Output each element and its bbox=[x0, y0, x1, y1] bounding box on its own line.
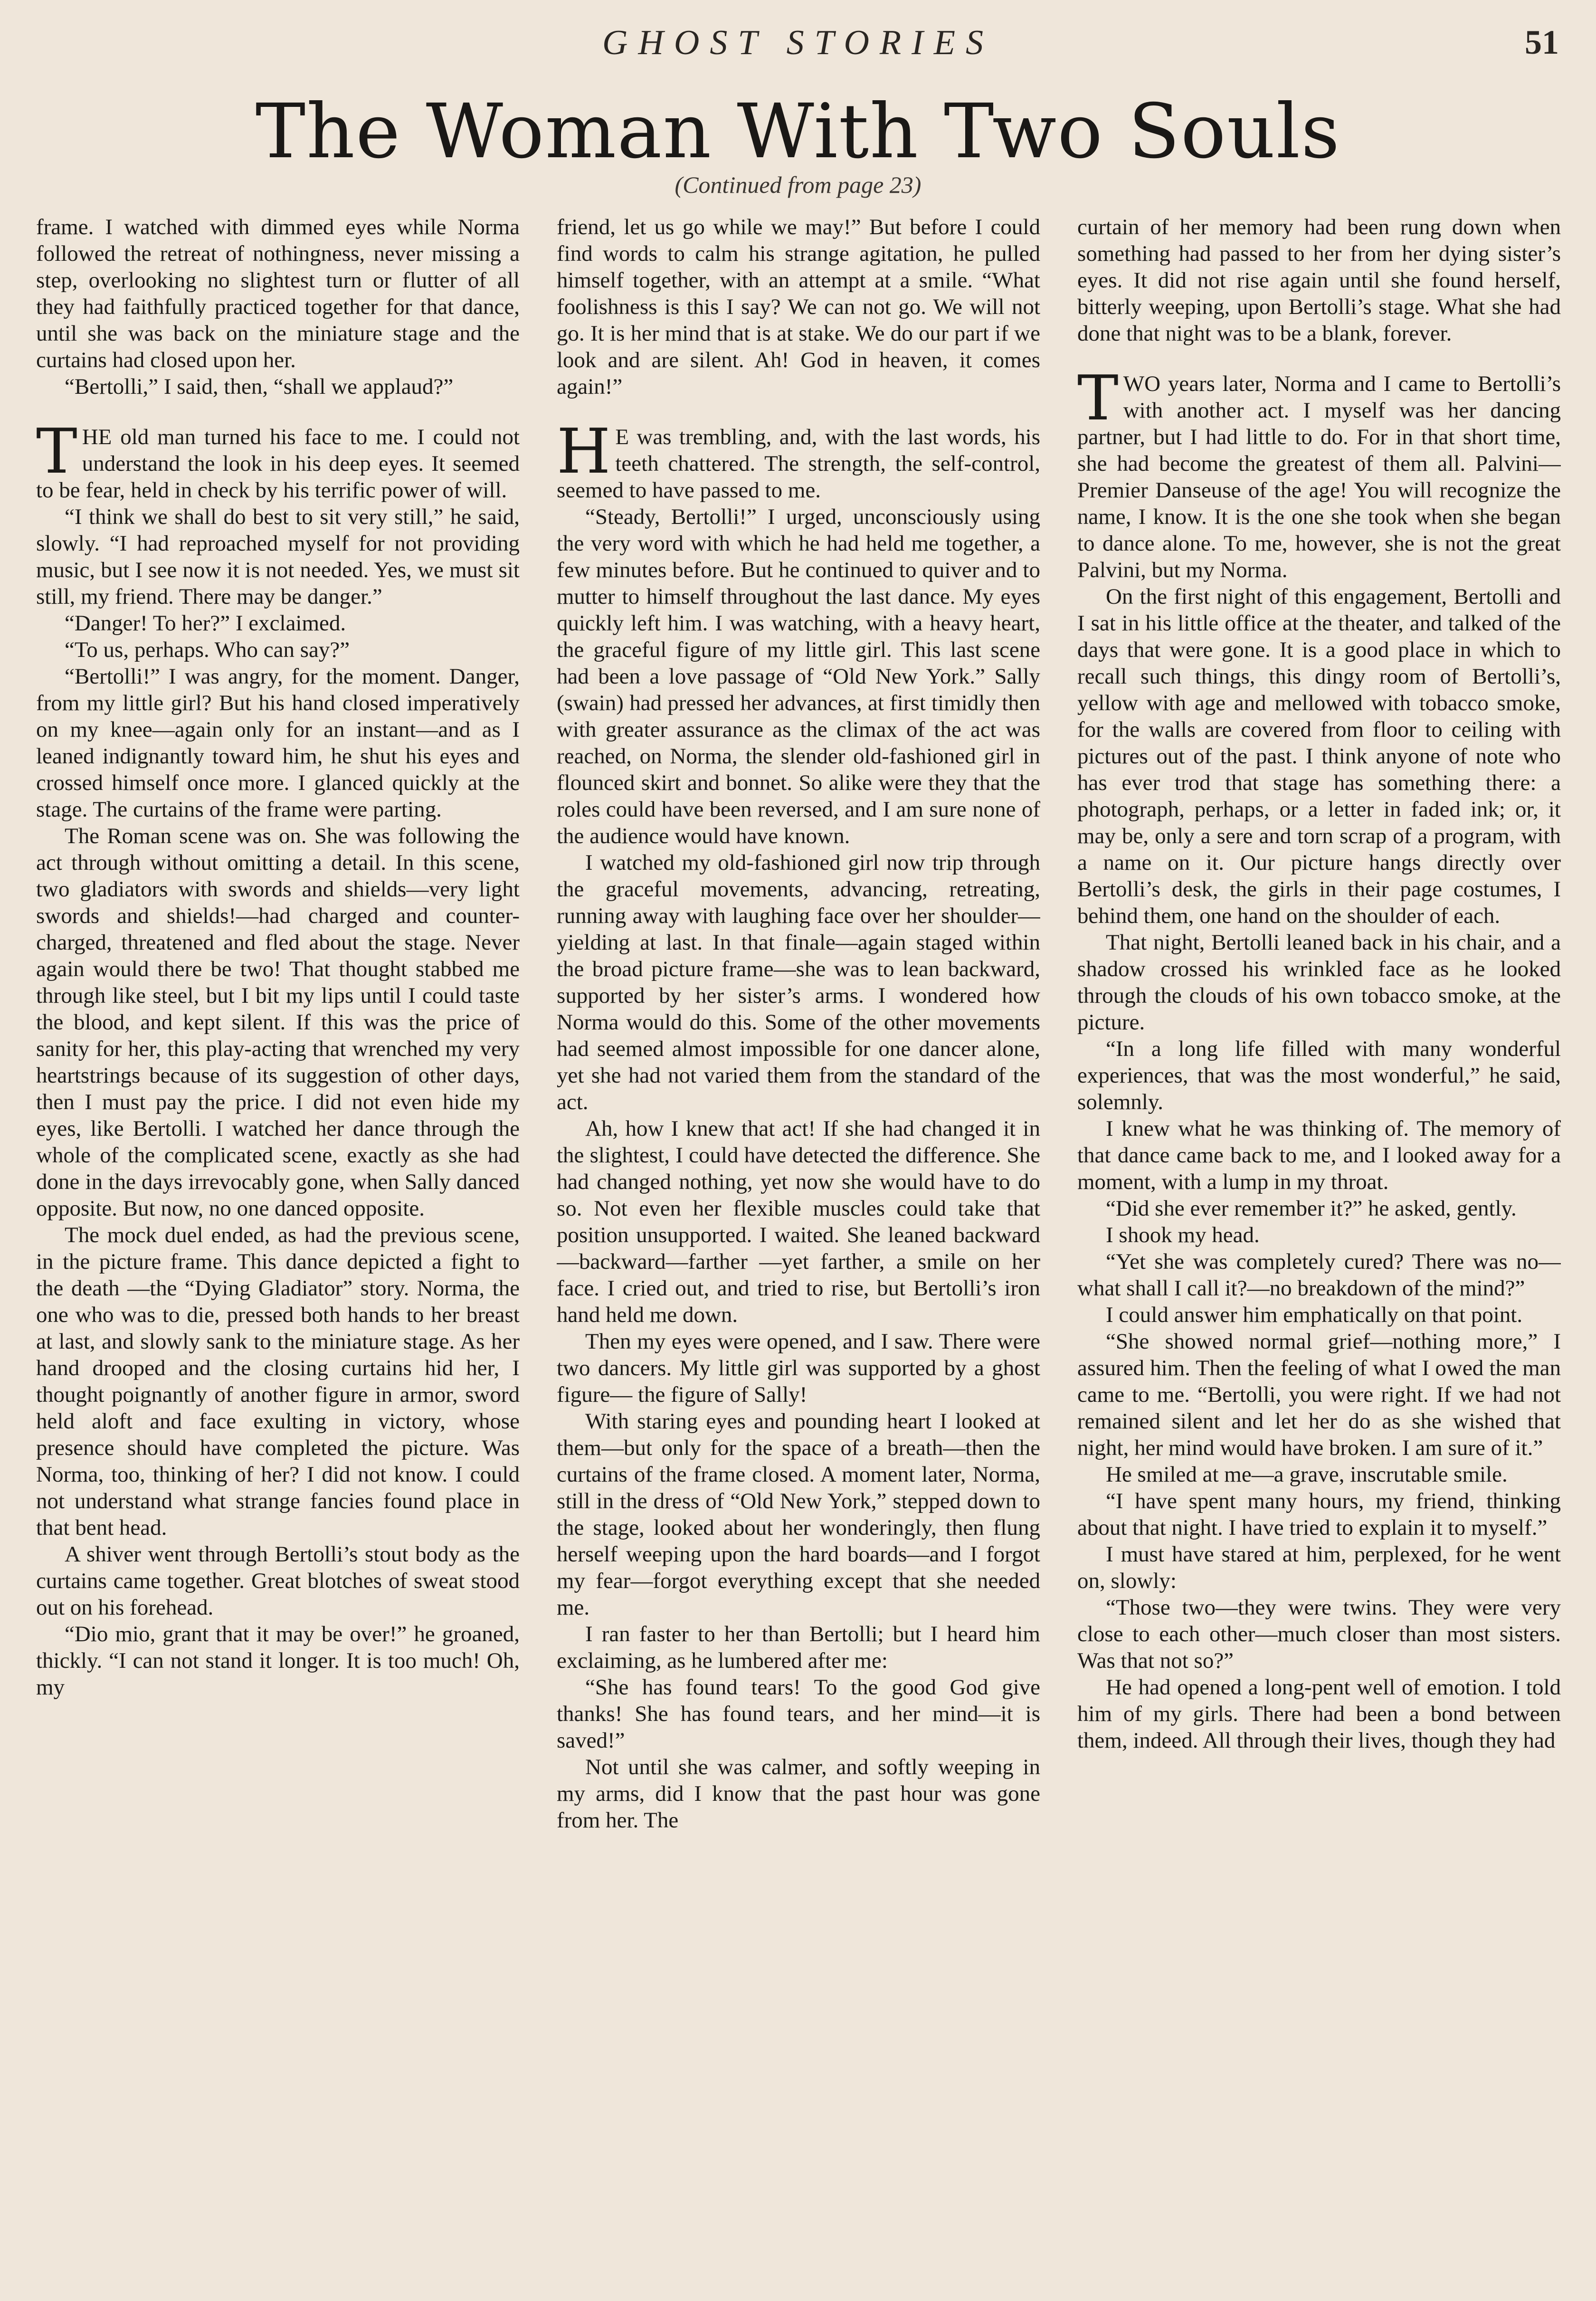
paragraph-text: That night, Bertolli leaned back in his chair, and a shadow crossed his wrinkled face as he looked through the clouds of his own tobacco smoke, at the picture. bbox=[1077, 930, 1561, 1035]
paragraph bbox=[557, 1115, 1040, 1328]
paragraph-text: “Steady, Bertolli!” I urged, unconsciously using the very word with which he had held me together, a few minutes before. But he continued to quiver and to mutter to himself throughout the last dance. My eyes quickly left him. I was watching, with a heavy heart, the graceful figure of my little girl. This last scene had been a love passage of “Old New York.” Sally (swain) had pressed her advances, at first timidly then with greater assurance as the climax of the act was reached, on Norma, the slender old-fashioned girl in flounced skirt and bonnet. So alike were they that the roles could have been reversed, and I am sure none of the audience would have known. bbox=[557, 504, 1040, 848]
paragraph bbox=[557, 1328, 1040, 1408]
paragraph-text: friend, let us go while we may!” But before I could find words to calm his strange agitation, he pulled himself together, with an attempt at a smile. “What foolishness is this I say? We can not go. We will not go. It is her mind that is at stake. We do our part if we look and are silent. Ah! God in heaven, it comes again!” bbox=[557, 215, 1040, 399]
paragraph bbox=[557, 214, 1040, 400]
drop-cap: T bbox=[1077, 362, 1119, 434]
article-title: The Woman With Two Souls bbox=[255, 88, 1341, 175]
continued-note: (Continued from page 23) bbox=[674, 171, 922, 198]
paragraph bbox=[557, 1621, 1040, 1674]
paragraph-text: “She has found tears! To the good God give thanks! She has found tears, and her mind—it is saved!” bbox=[557, 1675, 1040, 1753]
paragraph bbox=[36, 1621, 520, 1701]
paragraph-text: I could answer him emphatically on that point. bbox=[1106, 1303, 1523, 1327]
paragraph bbox=[36, 637, 520, 663]
paragraph bbox=[557, 849, 1040, 1115]
paragraph bbox=[1077, 1248, 1561, 1302]
paragraph-text: “She showed normal grief—nothing more,” I assured him. Then the feeling of what I owed the man came to me. “Bertolli, you were right. If we had not remained silent and let her do as she wished that night, her mind would have broken. I am sure of it.” bbox=[1077, 1329, 1561, 1460]
paragraph-text: WO years later, Norma and I came to Bertolli’s with another act. I myself was her dancing partner, but I had little to do. For in that short time, she had become the greatest of them all. Palvini—Premier Danseuse of the age! You will recognize the name, I know. It is the one she took when she began to dance alone. To me, however, she is not the great Palvini, but my Norma. bbox=[1077, 371, 1561, 582]
paragraph bbox=[36, 504, 520, 610]
paragraph-text: With staring eyes and pounding heart I looked at them—but only for the space of a breath—then the curtains of the frame closed. A moment later, Norma, still in the dress of “Old New York,” stepped down to the stage, looked about her wonderingly, then flung herself weeping upon the hard boards—and I forgot my fear—forgot everything except that she needed me. bbox=[557, 1409, 1040, 1620]
paragraph-text: frame. I watched with dimmed eyes while Norma followed the retreat of nothingness, never missing a step, overlooking no slightest turn or flutter of all they had faithfully practiced together for that dance, until she was back on the miniature stage and the curtains had closed upon her. bbox=[36, 215, 520, 372]
paragraph-text: “In a long life filled with many wonderful experiences, that was the most wonderful,” he said, solemnly. bbox=[1077, 1036, 1561, 1114]
paragraph bbox=[557, 1408, 1040, 1621]
paragraph bbox=[36, 610, 520, 637]
paragraph bbox=[1077, 1488, 1561, 1541]
paragraph-text: “Yet she was completely cured? There was no—what shall I call it?—no breakdown of the mind?” bbox=[1077, 1249, 1561, 1301]
paragraph bbox=[1077, 1222, 1561, 1248]
paragraph-text: “I think we shall do best to sit very still,” he said, slowly. “I had reproached myself for not providing music, but I see now it is not needed. Yes, we must sit still, my friend. There may be danger.” bbox=[36, 504, 520, 609]
drop-cap: T bbox=[36, 415, 77, 487]
paragraph bbox=[1077, 1036, 1561, 1115]
paragraph-text: “Danger! To her?” I exclaimed. bbox=[65, 611, 346, 636]
paragraph-text: HE old man turned his face to me. I could not understand the look in his deep eyes. It seemed to be fear, held in check by his terrific power of will. bbox=[36, 425, 520, 503]
paragraph bbox=[36, 663, 520, 823]
paragraph bbox=[1077, 1594, 1561, 1674]
paragraph-text: I ran faster to her than Bertolli; but I heard him exclaiming, as he lumbered after me: bbox=[557, 1622, 1040, 1673]
column-3 bbox=[1077, 214, 1561, 2280]
paragraph bbox=[36, 1222, 520, 1541]
paragraph bbox=[1077, 583, 1561, 929]
paragraph bbox=[36, 823, 520, 1222]
column-1 bbox=[36, 214, 520, 2280]
paragraph bbox=[557, 1754, 1040, 1834]
paragraph bbox=[1077, 1461, 1561, 1488]
paragraph-text: E was trembling, and, with the last words, his teeth chattered. The strength, the self-control, seemed to have passed to me. bbox=[557, 425, 1040, 503]
drop-cap: H bbox=[557, 415, 611, 487]
masthead bbox=[0, 23, 1596, 75]
paragraph bbox=[36, 1541, 520, 1621]
paragraph-text: He smiled at me—a grave, inscrutable smile. bbox=[1106, 1462, 1508, 1487]
paragraph-text: “Bertolli!” I was angry, for the moment. Danger, from my little girl? But his hand closed imperatively on my knee—again only for an instant—and as I leaned indignantly toward him, he shut his eyes and crossed himself once more. I glanced quickly at the stage. The curtains of the frame were parting. bbox=[36, 664, 520, 822]
paragraph-text: I must have stared at him, perplexed, for he went on, slowly: bbox=[1077, 1542, 1561, 1593]
paragraph bbox=[1077, 1541, 1561, 1594]
paragraph bbox=[557, 504, 1040, 849]
paragraph-text: “Dio mio, grant that it may be over!” he groaned, thickly. “I can not stand it longer. It is too much! Oh, my bbox=[36, 1622, 520, 1700]
paragraph bbox=[557, 415, 1040, 504]
paragraph-text: On the first night of this engagement, Bertolli and I sat in his little office at the theater, and talked of the days that were gone. It is a good place in which to recall such things, this dingy room of Bertolli’s, yellow with age and mellowed with tobacco smoke, for the walls are covered from floor to ceiling with pictures out of the past. I think anyone of note who has ever trod that stage has something there: a photograph, perhaps, or a letter in faded ink; or, it may be, only a sere and torn scrap of a program, with a name on it. Our picture hangs directly over Bertolli’s desk, the girls in their page costumes, I behind them, one hand on the shoulder of each. bbox=[1077, 584, 1561, 928]
paragraph-text: A shiver went through Bertolli’s stout body as the curtains came together. Great blotches of sweat stood out on his forehead. bbox=[36, 1542, 520, 1620]
paragraph-text: “I have spent many hours, my friend, thinking about that night. I have tried to explain it to myself.” bbox=[1077, 1489, 1561, 1540]
paragraph bbox=[1077, 1674, 1561, 1754]
paragraph bbox=[1077, 214, 1561, 347]
paragraph bbox=[1077, 1115, 1561, 1195]
paragraph-text: The mock duel ended, as had the previous scene, in the picture frame. This dance depicted a fight to the death —the “Dying Gladiator” story. Norma, the one who was to die, pressed both hands to her breast at last, and slowly sank to the miniature stage. As her hand drooped and the closing curtains hid her, I thought poignantly of another figure in armor, sword held aloft and face exulting in victory, whose presence should have completed the picture. Was Norma, too, thinking of her? I did not know. I could not understand what strange fancies found place in that bent head. bbox=[36, 1223, 520, 1540]
paragraph-text: Then my eyes were opened, and I saw. There were two dancers. My little girl was supported by a ghost figure— the figure of Sally! bbox=[557, 1329, 1040, 1407]
paragraph-text: He had opened a long-pent well of emotion. I told him of my girls. There had been a bond between them, indeed. All through their lives, though they had bbox=[1077, 1675, 1561, 1753]
paragraph-text: I shook my head. bbox=[1106, 1223, 1260, 1247]
paragraph-text: I knew what he was thinking of. The memory of that dance came back to me, and I looked away for a moment, with a lump in my throat. bbox=[1077, 1116, 1561, 1194]
column-2 bbox=[557, 214, 1040, 2280]
paragraph bbox=[1077, 929, 1561, 1036]
paragraph-text: “To us, perhaps. Who can say?” bbox=[65, 637, 350, 662]
paragraph bbox=[36, 373, 520, 400]
paragraph bbox=[36, 214, 520, 373]
paragraph-text: Ah, how I knew that act! If she had changed it in the slightest, I could have detected the difference. She had changed nothing, yet now she would have to do so. Not even her flexible muscles could take that position unsupported. I waited. She leaned backward—backward—farther —yet farther, a smile on her face. I cried out, and tried to rise, but Bertolli’s iron hand held me down. bbox=[557, 1116, 1040, 1327]
paragraph bbox=[557, 1674, 1040, 1754]
running-head: GHOST STORIES bbox=[602, 23, 994, 62]
paragraph bbox=[1077, 362, 1561, 583]
paragraph-text: curtain of her memory had been rung down when something had passed to her from her dying sister’s eyes. It did not rise again until she found herself, bitterly weeping, upon Bertolli’s stage. What she had done that night was to be a blank, forever. bbox=[1077, 215, 1561, 346]
paragraph bbox=[1077, 1195, 1561, 1222]
paragraph bbox=[1077, 1328, 1561, 1461]
article-columns bbox=[36, 214, 1561, 2280]
paragraph-text: I watched my old-fashioned girl now trip through the graceful movements, advancing, retreating, running away with laughing face over her shoulder—yielding at last. In that finale—again staged within the broad picture frame—she was to lean backward, supported by her sister’s arms. I wondered how Norma would do this. Some of the other movements had seemed almost impossible for one dancer alone, yet she had not varied them from the standard of the act. bbox=[557, 850, 1040, 1114]
paragraph-text: “Bertolli,” I said, then, “shall we applaud?” bbox=[65, 374, 454, 399]
paragraph bbox=[1077, 1302, 1561, 1328]
paragraph bbox=[36, 415, 520, 504]
paragraph-text: The Roman scene was on. She was following the act through without omitting a detail. In this scene, two gladiators with swords and shields—very light swords and shields!—had charged and counter-charged, threatened and fled about the stage. Never again would there be two! That thought stabbed me through like steel, but I bit my lips until I could taste the blood, and kept silent. If this was the price of sanity for her, this play-acting that wrenched my very heartstrings because of its suggestion of other days, then I must pay the price. I did not even hide my eyes, like Bertolli. I watched her dance through the whole of the complicated scene, exactly as she had done in the days irrevocably gone, when Sally danced opposite. But now, no one danced opposite. bbox=[36, 824, 520, 1221]
paragraph-text: “Did she ever remember it?” he asked, gently. bbox=[1106, 1196, 1517, 1221]
page-number: 51 bbox=[1525, 23, 1559, 61]
paragraph-text: “Those two—they were twins. They were very close to each other—much closer than most sisters. Was that not so?” bbox=[1077, 1595, 1561, 1673]
paragraph-text: Not until she was calmer, and softly weeping in my arms, did I know that the past hour was gone from her. The bbox=[557, 1755, 1040, 1833]
